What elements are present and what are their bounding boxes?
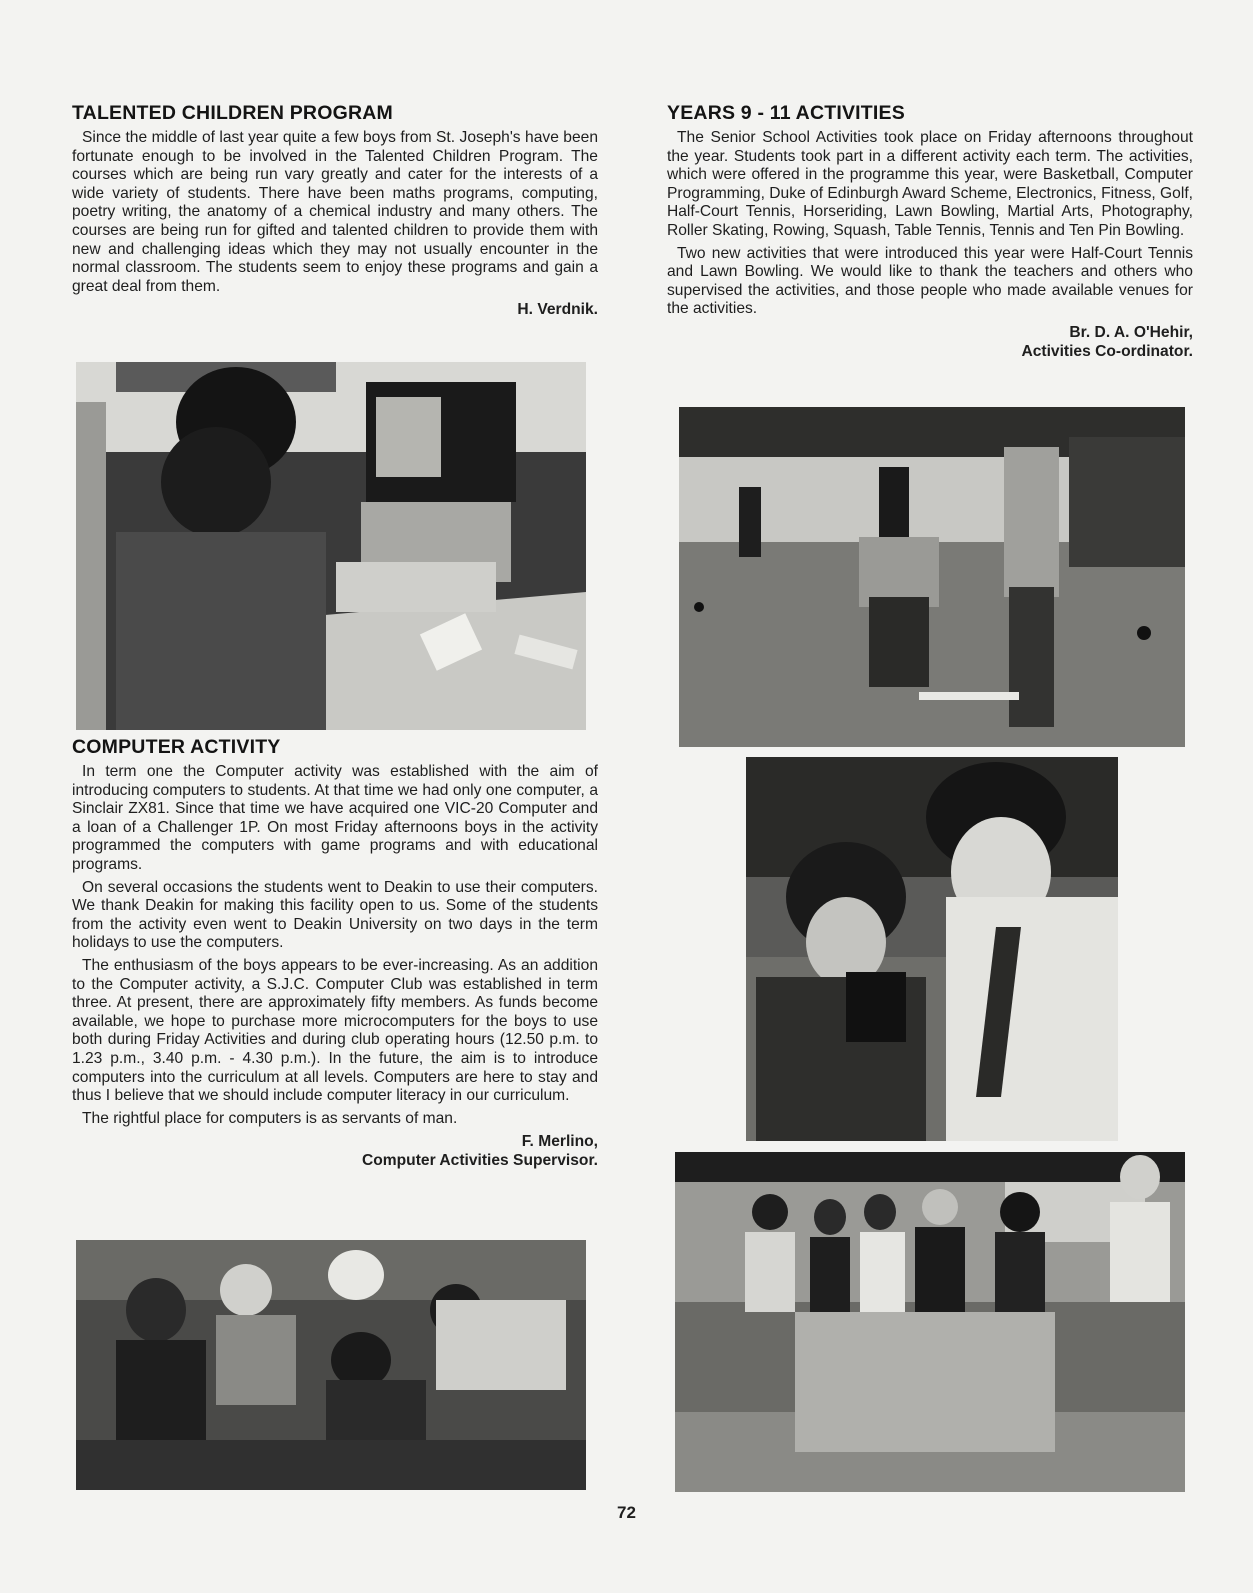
computer-paragraph: On several occasions the students went to Deakin to use their computers. We thank Deakin for making this facility open to us. Some of the students from the activity even went to Deakin University on two days in the term holidays to use the computers. <box>72 878 598 952</box>
computer-section <box>72 736 598 1170</box>
left-column <box>72 102 598 319</box>
photo-lawn-bowls <box>679 407 1185 747</box>
years-heading: YEARS 9 - 11 ACTIVITIES <box>667 102 905 124</box>
computer-signature-name: F. Merlino, <box>521 1133 598 1151</box>
years-section <box>667 102 1193 361</box>
talented-heading: TALENTED CHILDREN PROGRAM <box>72 102 393 124</box>
page-number: 72 <box>617 1503 636 1522</box>
years-signature-name: Br. D. A. O'Hehir, <box>1069 323 1193 341</box>
talented-signature: H. Verdnik. <box>517 301 598 319</box>
years-paragraph: The Senior School Activities took place on Friday afternoons throughout the year. Students took part in a different activity each term. The activities, which were offered in the programme this year, were Basketball, Computer Programming, Duke of Edinburgh Award Scheme, Electronics, Fitness, Golf, Half-Court Tennis, Horseriding, Lawn Bowling, Martial Arts, Photography, Roller Skating, Rowing, Squash, Table Tennis, Tennis and Ten Pin Bowling. <box>667 129 1193 239</box>
left-column-lower <box>72 736 598 1170</box>
photo-bushwalk <box>76 1240 586 1490</box>
photo-fitness <box>675 1152 1185 1492</box>
computer-signature-title: Computer Activities Supervisor. <box>362 1152 598 1170</box>
computer-paragraph: The enthusiasm of the boys appears to be ever-increasing. As an addition to the Computer activity, a S.J.C. Computer Club was established in term three. At present, there are approximately fifty members. As funds become available, we hope to purchase more microcomputers for the boys to use both during Friday Activities and during club operating hours (12.50 p.m. to 1.23 p.m., 3.40 p.m. - 4.30 p.m.). In the future, the aim is to introduce computers into the curriculum at all levels. Computers are here to stay and thus I believe that we should include computer literacy in our curriculum. <box>72 956 598 1105</box>
right-column <box>667 102 1193 361</box>
talented-paragraph: Since the middle of last year quite a few boys from St. Joseph's have been fortunate enough to be involved in the Talented Children Program. The courses which are being run vary greatly and cater for the interests of a wide variety of students. There have been maths programs, computing, poetry writing, the anatomy of a chemical industry and many others. The courses are being run for gifted and talented children to provide them with new and challenging ideas which they may not usually encounter in the normal classroom. The students seem to enjoy these programs and gain a great deal from them. <box>72 129 598 295</box>
years-signature-title: Activities Co-ordinator. <box>1021 342 1193 360</box>
computer-heading: COMPUTER ACTIVITY <box>72 736 281 758</box>
computer-paragraph: The rightful place for computers is as servants of man. <box>82 1109 458 1127</box>
talented-section <box>72 102 598 319</box>
photo-computer-lab <box>76 362 586 730</box>
photo-photography <box>746 757 1118 1141</box>
computer-paragraph: In term one the Computer activity was established with the aim of introducing computers to students. At that time we had only one computer, a Sinclair ZX81. Since that time we have acquired one VIC-20 Computer and a loan of a Challenger 1P. On most Friday afternoons boys in the activity programmed the computers with game programs and with educational programs. <box>72 763 598 873</box>
years-paragraph: Two new activities that were introduced this year were Half-Court Tennis and Lawn Bowling. We would like to thank the teachers and others who supervised the activities, and those people who made available venues for the activities. <box>667 244 1193 318</box>
